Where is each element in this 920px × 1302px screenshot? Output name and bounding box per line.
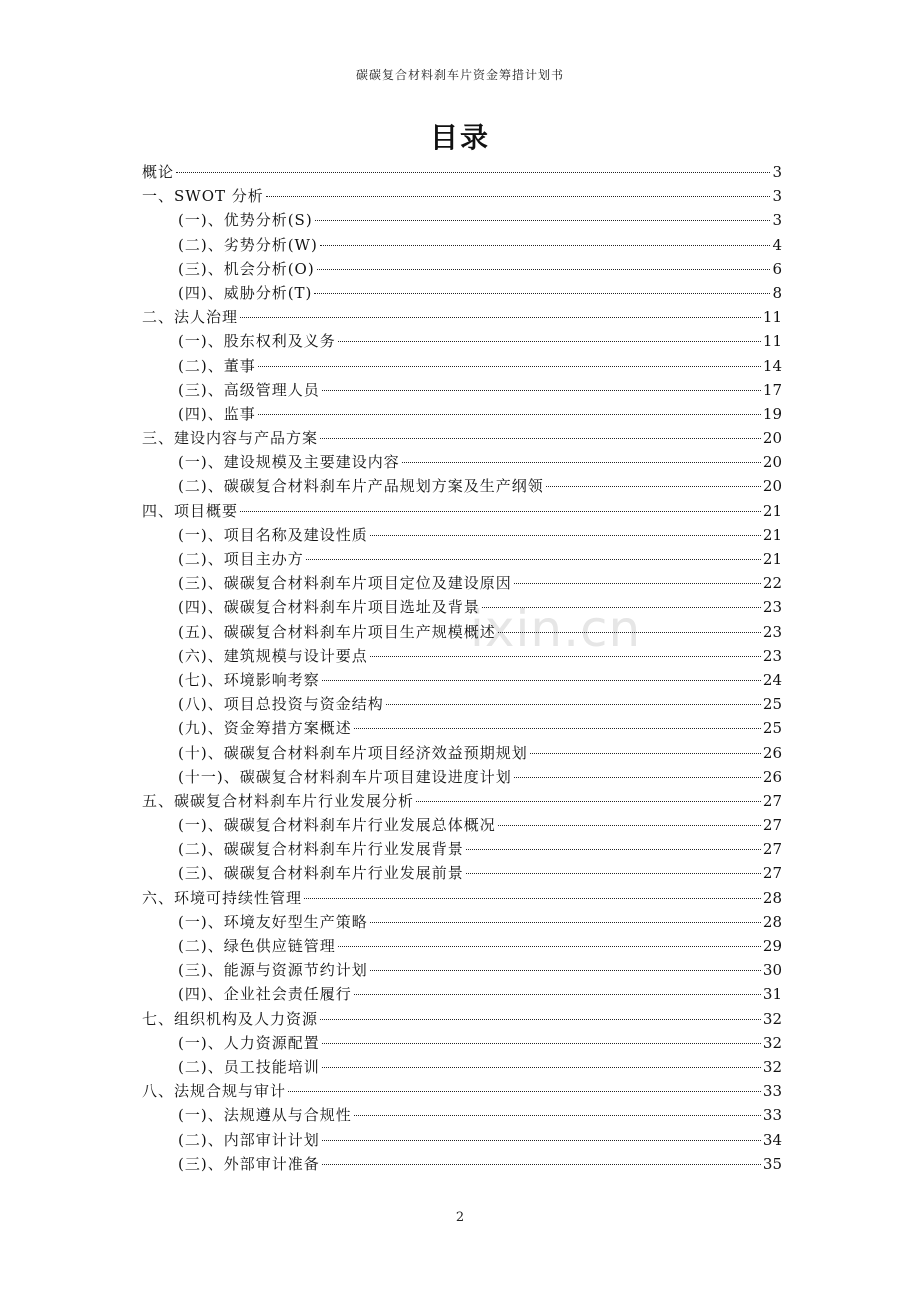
toc-entry-label: (一)、环境友好型生产策略 — [178, 912, 368, 931]
toc-entry[interactable] — [142, 741, 782, 765]
toc-entry-label: (一)、法规遵从与合规性 — [178, 1106, 352, 1125]
toc-entry-page: 8 — [772, 283, 782, 302]
toc-entry[interactable] — [142, 402, 782, 426]
watermark: ixin.cn — [470, 600, 642, 658]
toc-entry[interactable] — [142, 910, 782, 934]
toc-entry[interactable] — [142, 1103, 782, 1127]
toc-entry-page: 20 — [762, 453, 782, 472]
toc-entry[interactable] — [142, 716, 782, 740]
toc-entry-page: 27 — [762, 816, 782, 835]
toc-entry-page: 28 — [762, 888, 782, 907]
toc-entry-label: (八)、项目总投资与资金结构 — [178, 695, 384, 714]
toc-entry[interactable] — [142, 934, 782, 958]
toc-entry[interactable] — [142, 958, 782, 982]
toc-entry[interactable] — [142, 644, 782, 668]
toc-entry-page: 20 — [762, 429, 782, 448]
dot-leader — [322, 1140, 761, 1141]
toc-entry[interactable] — [142, 668, 782, 692]
toc-entry[interactable] — [142, 765, 782, 789]
toc-entry-page: 26 — [762, 743, 782, 762]
page-title: 目录 — [429, 121, 490, 154]
toc-entry[interactable] — [142, 305, 782, 329]
dot-leader — [304, 898, 761, 899]
toc-entry-page: 20 — [762, 477, 782, 496]
dot-leader — [354, 994, 761, 995]
toc-entry-label: (二)、劣势分析(W) — [178, 235, 318, 254]
toc-entry-label: 一、SWOT 分析 — [142, 187, 264, 206]
dot-leader — [402, 462, 761, 463]
toc-entry-label: (三)、外部审计准备 — [178, 1154, 320, 1173]
toc-entry-page: 33 — [762, 1082, 782, 1101]
dot-leader — [370, 922, 761, 923]
toc-entry-label: (二)、内部审计计划 — [178, 1130, 320, 1149]
table-of-contents — [142, 160, 782, 1176]
toc-entry-page: 22 — [762, 574, 782, 593]
toc-entry-label: (一)、优势分析(S) — [178, 211, 313, 230]
toc-entry-page: 32 — [762, 1033, 782, 1052]
dot-leader — [546, 486, 761, 487]
toc-entry-page: 32 — [762, 1009, 782, 1028]
toc-entry-page: 6 — [772, 259, 782, 278]
toc-entry-label: 八、法规合规与审计 — [142, 1082, 287, 1101]
toc-entry[interactable] — [142, 233, 782, 257]
dot-leader — [258, 414, 761, 415]
toc-entry-page: 14 — [762, 356, 782, 375]
toc-entry-page: 33 — [762, 1106, 782, 1125]
dot-leader — [266, 196, 771, 197]
toc-entry-page: 27 — [762, 864, 782, 883]
toc-entry[interactable] — [142, 813, 782, 837]
toc-entry-label: (三)、高级管理人员 — [178, 380, 320, 399]
toc-entry-page: 11 — [762, 308, 782, 327]
toc-entry[interactable] — [142, 886, 782, 910]
toc-entry-label: 三、建设内容与产品方案 — [142, 429, 319, 448]
toc-entry[interactable] — [142, 1031, 782, 1055]
toc-entry-page: 3 — [772, 187, 782, 206]
dot-leader — [322, 390, 761, 391]
toc-entry[interactable] — [142, 329, 782, 353]
toc-entry-label: (六)、建筑规模与设计要点 — [178, 646, 368, 665]
toc-entry[interactable] — [142, 1055, 782, 1079]
toc-entry-label: 概论 — [142, 163, 175, 181]
dot-leader — [322, 1164, 761, 1165]
toc-entry-label: (五)、碳碳复合材料刹车片项目生产规模概述 — [178, 622, 496, 641]
toc-entry[interactable] — [142, 184, 782, 208]
dot-leader — [338, 341, 761, 342]
toc-entry-label: (三)、碳碳复合材料刹车片项目定位及建设原因 — [178, 574, 512, 593]
toc-entry-page: 34 — [762, 1130, 782, 1149]
toc-entry-page: 32 — [762, 1057, 782, 1076]
toc-entry-label: (二)、碳碳复合材料刹车片行业发展背景 — [178, 840, 464, 859]
toc-entry-page: 27 — [762, 840, 782, 859]
toc-entry[interactable] — [142, 1152, 782, 1176]
dot-leader — [176, 172, 770, 173]
toc-entry[interactable] — [142, 523, 782, 547]
running-header: 碳碳复合材料刹车片资金筹措计划书 — [355, 68, 564, 82]
dot-leader — [498, 632, 761, 633]
toc-entry-label: (三)、碳碳复合材料刹车片行业发展前景 — [178, 864, 464, 883]
toc-entry[interactable] — [142, 1007, 782, 1031]
toc-entry[interactable] — [142, 1128, 782, 1152]
toc-entry-label: (二)、项目主办方 — [178, 550, 304, 568]
dot-leader — [320, 1019, 761, 1020]
toc-entry-label: (一)、建设规模及主要建设内容 — [178, 453, 400, 472]
toc-entry-page: 19 — [762, 404, 782, 423]
toc-entry-page: 23 — [762, 646, 782, 665]
toc-entry[interactable] — [142, 789, 782, 813]
dot-leader — [386, 704, 761, 705]
toc-entry-label: 五、碳碳复合材料刹车片行业发展分析 — [142, 791, 415, 810]
toc-entry-page: 24 — [762, 670, 782, 689]
dot-leader — [338, 946, 761, 947]
dot-leader — [370, 656, 761, 657]
toc-entry-label: 二、法人治理 — [142, 308, 239, 327]
toc-entry[interactable] — [142, 354, 782, 378]
dot-leader — [354, 1115, 761, 1116]
dot-leader — [322, 680, 761, 681]
toc-entry-label: (十一)、碳碳复合材料刹车片项目建设进度计划 — [178, 767, 512, 786]
dot-leader — [322, 1067, 761, 1068]
toc-entry-label: (四)、企业社会责任履行 — [178, 985, 352, 1004]
toc-entry[interactable] — [142, 499, 782, 523]
toc-entry-label: (二)、员工技能培训 — [178, 1057, 320, 1076]
toc-entry-page: 27 — [762, 791, 782, 810]
toc-entry[interactable] — [142, 378, 782, 402]
toc-entry[interactable] — [142, 208, 782, 232]
toc-entry[interactable] — [142, 160, 782, 184]
toc-entry[interactable] — [142, 450, 782, 474]
dot-leader — [288, 1091, 761, 1092]
toc-entry-label: (四)、威胁分析(T) — [178, 283, 313, 302]
dot-leader — [416, 801, 761, 802]
toc-entry-label: (一)、项目名称及建设性质 — [178, 525, 368, 544]
toc-entry-page: 21 — [762, 501, 782, 520]
dot-leader — [320, 438, 761, 439]
toc-entry-page: 21 — [762, 550, 782, 568]
toc-entry-page: 23 — [762, 598, 782, 617]
toc-entry-page: 35 — [762, 1154, 782, 1173]
toc-entry[interactable] — [142, 982, 782, 1006]
dot-leader — [514, 583, 761, 584]
toc-entry-label: (四)、监事 — [178, 404, 256, 423]
toc-entry[interactable] — [142, 595, 782, 619]
toc-entry-label: 六、环境可持续性管理 — [142, 888, 303, 907]
toc-entry-label: (二)、绿色供应链管理 — [178, 937, 336, 955]
toc-entry[interactable] — [142, 281, 782, 305]
dot-leader — [354, 728, 761, 729]
toc-entry[interactable] — [142, 1079, 782, 1103]
dot-leader — [315, 220, 771, 221]
dot-leader — [482, 607, 761, 608]
toc-entry-label: (四)、碳碳复合材料刹车片项目选址及背景 — [178, 598, 480, 617]
dot-leader — [370, 970, 761, 971]
toc-entry-page: 30 — [762, 961, 782, 980]
toc-entry-label: (一)、股东权利及义务 — [178, 332, 336, 351]
dot-leader — [498, 825, 761, 826]
page-number: 2 — [455, 1210, 465, 1225]
toc-entry[interactable] — [142, 426, 782, 450]
toc-entry[interactable] — [142, 620, 782, 644]
toc-entry[interactable] — [142, 547, 782, 571]
dot-leader — [530, 753, 761, 754]
dot-leader — [466, 873, 761, 874]
toc-entry-label: (一)、碳碳复合材料刹车片行业发展总体概况 — [178, 816, 496, 835]
toc-entry-label: 四、项目概要 — [142, 501, 239, 520]
dot-leader — [370, 535, 761, 536]
dot-leader — [240, 511, 761, 512]
toc-entry-page: 25 — [762, 719, 782, 738]
toc-entry-page: 28 — [762, 912, 782, 931]
dot-leader — [306, 559, 761, 560]
toc-entry-label: (二)、碳碳复合材料刹车片产品规划方案及生产纲领 — [178, 477, 544, 496]
toc-entry-page: 25 — [762, 695, 782, 714]
toc-entry-page: 3 — [772, 211, 782, 230]
dot-leader — [466, 849, 761, 850]
dot-leader — [317, 269, 771, 270]
toc-entry-page: 4 — [772, 235, 782, 254]
dot-leader — [258, 366, 761, 367]
toc-entry-label: (二)、董事 — [178, 356, 256, 375]
dot-leader — [322, 1043, 761, 1044]
toc-entry[interactable] — [142, 837, 782, 861]
toc-entry-page: 11 — [762, 332, 782, 351]
toc-entry-page: 21 — [762, 525, 782, 544]
toc-entry[interactable] — [142, 571, 782, 595]
toc-entry-page: 26 — [762, 767, 782, 786]
toc-entry-label: (三)、机会分析(O) — [178, 259, 315, 278]
dot-leader — [514, 777, 761, 778]
toc-entry[interactable] — [142, 692, 782, 716]
toc-entry-label: (七)、环境影响考察 — [178, 670, 320, 689]
toc-entry-page: 23 — [762, 622, 782, 641]
toc-entry-page: 17 — [762, 380, 782, 399]
dot-leader — [240, 317, 761, 318]
dot-leader — [320, 245, 771, 246]
toc-entry-label: (一)、人力资源配置 — [178, 1033, 320, 1052]
toc-entry[interactable] — [142, 474, 782, 498]
toc-entry-label: (三)、能源与资源节约计划 — [178, 961, 368, 980]
toc-entry-page: 3 — [772, 163, 782, 181]
toc-entry-label: (九)、资金筹措方案概述 — [178, 719, 352, 738]
toc-entry-page: 29 — [762, 937, 782, 955]
toc-entry-label: 七、组织机构及人力资源 — [142, 1009, 319, 1028]
toc-entry-page: 31 — [762, 985, 782, 1004]
toc-entry[interactable] — [142, 257, 782, 281]
dot-leader — [314, 293, 770, 294]
toc-entry-label: (十)、碳碳复合材料刹车片项目经济效益预期规划 — [178, 743, 528, 762]
toc-entry[interactable] — [142, 861, 782, 885]
